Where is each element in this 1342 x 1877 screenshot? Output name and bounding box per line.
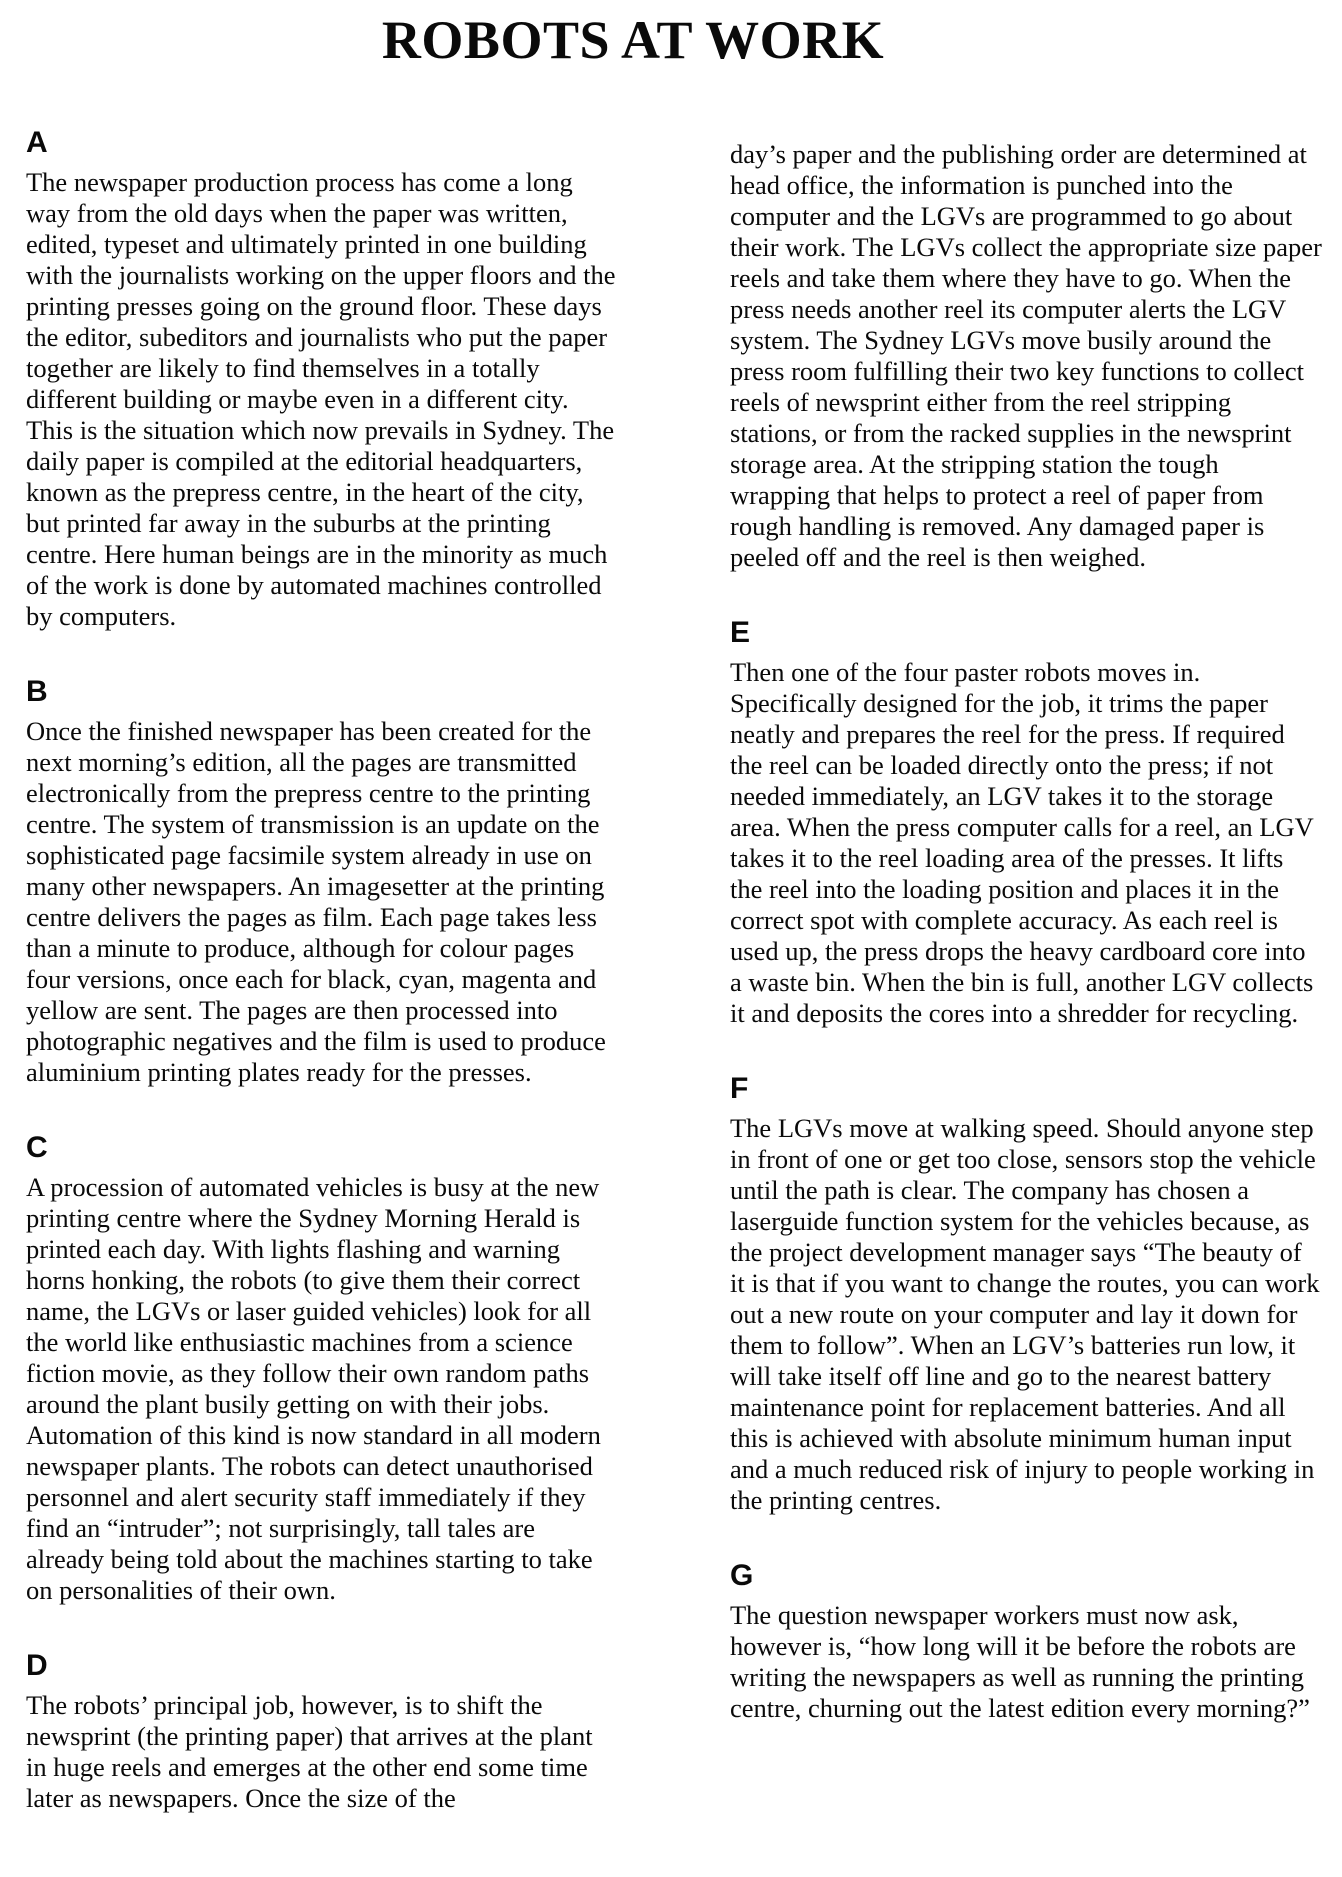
section-heading-a: A [26, 125, 48, 159]
section-heading-f: F [730, 1071, 749, 1105]
section-e-text: Then one of the four paster robots moves in. Specifically designed for the job, it trims the paper neatly and prepares the reel for the press. If required the reel can be loaded directly onto the press; if not needed immediately, an LGV takes it to the storage area. When the press computer calls for a reel, an LGV takes it to the reel loading area of the presses. It lifts the reel into the loading position and places it in the correct spot with complete accuracy. As each reel is used up, the press drops the heavy cardboard core into a waste bin. When the bin is full, another LGV collects it and deposits the cores into a shredder for recycling. [730, 656, 1314, 1028]
section-f-text: The LGVs move at walking speed. Should anyone step in front of one or get too close, sensors stop the vehicle until the path is clear. The company has chosen a laserguide function system for the vehicles because, as the project development manager says “The beauty of it is that if you want to change the routes, you can work out a new route on your computer and lay it down for them to follow”. When an LGV’s batteries run low, it will take itself off line and go to the nearest battery maintenance point for replacement batteries. And all this is achieved with absolute minimum human input and a much reduced risk of injury to people working in the printing centres. [730, 1112, 1320, 1515]
right-column [730, 127, 1322, 1814]
section-b-text: Once the finished newspaper has been created for the next morning’s edition, all the pages are transmitted electronically from the prepress centre to the printing centre. The system of transmission is an update on the sophisticated page facsimile system already in use on many other newspapers. An imagesetter at the printing centre delivers the pages as film. Each page takes less than a minute to produce, although for colour pages four versions, once each for black, cyan, magenta and yellow are sent. The pages are then processed into photographic negatives and the film is used to produce aluminium printing plates ready for the presses. [26, 715, 606, 1087]
section-heading-e: E [730, 615, 751, 649]
section-c-text: A procession of automated vehicles is busy at the new printing centre where the Sydney Morning Herald is printed each day. With lights flashing and warning horns honking, the robots (to give them their correct name, the LGVs or laser guided vehicles) look for all the world like enthusiastic machines from a science fiction movie, as they follow their own random paths around the plant busily getting on with their jobs. Automation of this kind is now standard in all modern newspaper plants. The robots can detect unauthorised personnel and alert security staff immediately if they find an “intruder”; not surprisingly, tall tales are already being told about the machines starting to take on personalities of their own. [26, 1171, 601, 1605]
section-heading-c: C [26, 1130, 48, 1164]
section-d-continued-text: day’s paper and the publishing order are determined at head office, the information is punched into the computer and the LGVs are programmed to go about their work. The LGVs collect the appropriate size paper reels and take them where they have to go. When the press needs another reel its computer alerts the LGV system. The Sydney LGVs move busily around the press room fulfilling their two key functions to collect reels of newsprint either from the reel stripping stations, or from the racked supplies in the newsprint storage area. At the stripping station the tough wrapping that helps to protect a reel of paper from rough handling is removed. Any damaged paper is peeled off and the reel is then weighed. [730, 138, 1322, 572]
section-d-text: The robots’ principal job, however, is to shift the newsprint (the printing paper) that arrives at the plant in huge reels and emerges at the other end some time later as newspapers. Once the size of the [26, 1689, 593, 1813]
document-page [0, 12, 1342, 1877]
section-g-text: The question newspaper workers must now ask, however is, “how long will it be before the robots are writing the newspapers as well as running the printing centre, churning out the latest edition every morning?” [730, 1599, 1310, 1723]
page-title: ROBOTS AT WORK [381, 10, 885, 70]
section-heading-g: G [730, 1558, 754, 1592]
text-columns [0, 127, 1342, 1814]
section-a-text: The newspaper production process has come a long way from the old days when the paper was written, edited, typeset and ultimately printed in one building with the journalists working on the upper floors and the printing presses going on the ground floor. These days the editor, subeditors and journalists who put the paper together are likely to find themselves in a totally different building or maybe even in a different city. This is the situation which now prevails in Sydney. The daily paper is compiled at the editorial headquarters, known as the prepress centre, in the heart of the city, but printed far away in the suburbs at the printing centre. Here human beings are in the minority as much of the work is done by automated machines controlled by computers. [26, 166, 616, 631]
section-heading-d: D [26, 1648, 48, 1682]
section-heading-b: B [26, 674, 48, 708]
left-column [26, 127, 618, 1814]
